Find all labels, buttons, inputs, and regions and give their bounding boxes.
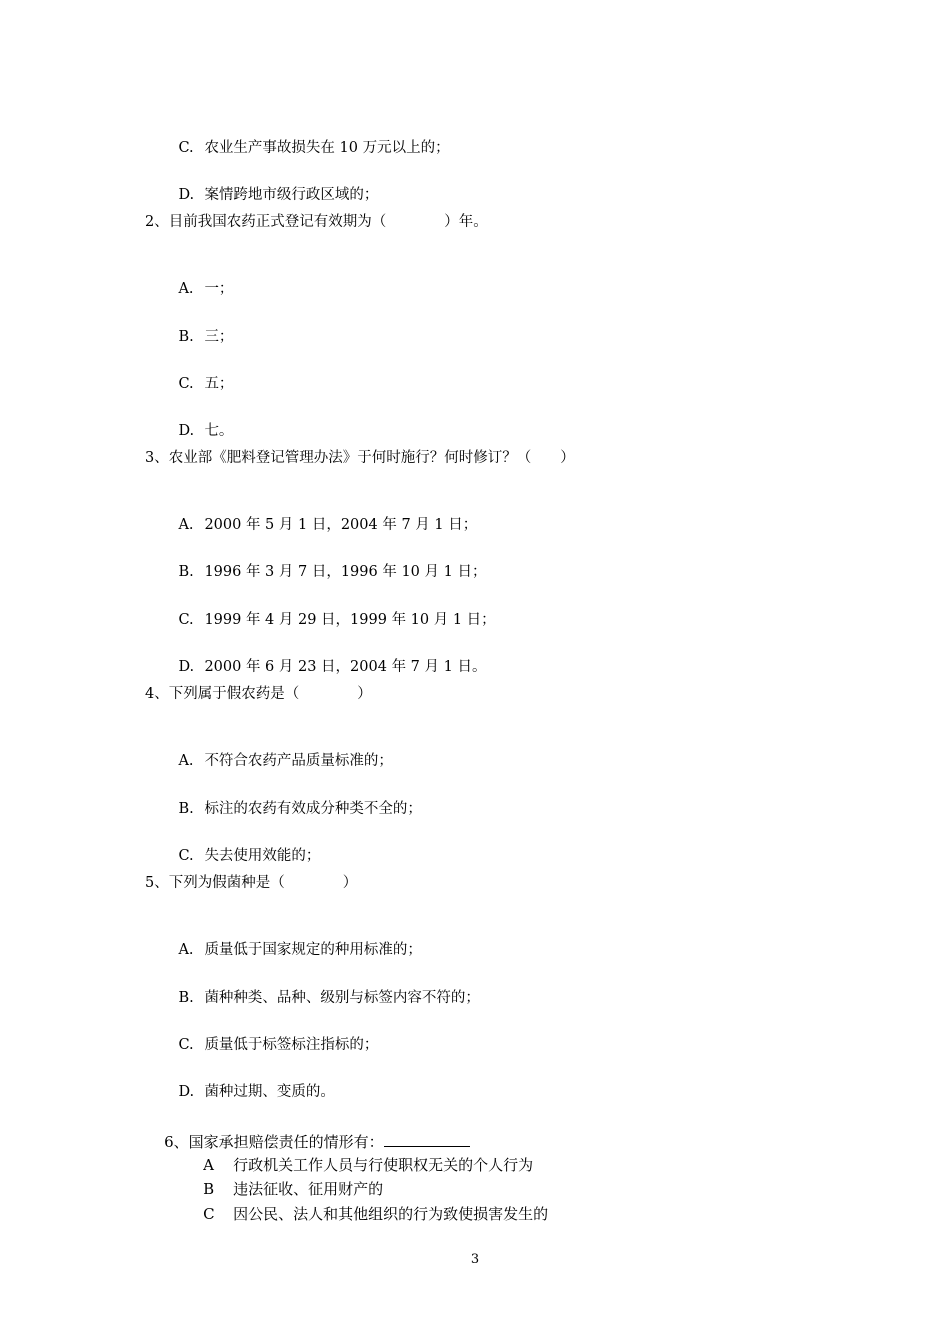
option-label: D. bbox=[178, 187, 195, 203]
option-text: 一； bbox=[204, 281, 234, 297]
option-text: 2000 年 6 月 23 日，2004 年 7 月 1 日。 bbox=[204, 659, 487, 675]
option-text: 七。 bbox=[204, 423, 234, 439]
option-label: C. bbox=[178, 376, 194, 392]
option-text: 1996 年 3 月 7 日，1996 年 10 月 1 日； bbox=[204, 564, 487, 580]
option-label: B bbox=[203, 1180, 215, 1198]
option-label: B. bbox=[178, 990, 194, 1006]
option-label: B. bbox=[178, 801, 194, 817]
option-text: 农业生产事故损失在 10 万元以上的； bbox=[204, 140, 450, 156]
option-label: A. bbox=[178, 281, 194, 297]
option-text: 不符合农药产品质量标准的； bbox=[204, 753, 393, 769]
option-label: C. bbox=[178, 848, 194, 864]
option-text: 三； bbox=[204, 329, 234, 345]
option-text: 标注的农药有效成分种类不全的； bbox=[204, 801, 422, 817]
option-label: A bbox=[203, 1156, 214, 1174]
option-label: D. bbox=[178, 659, 195, 675]
option-text: 质量低于标签标注指标的； bbox=[204, 1037, 379, 1053]
option-text: 菌种种类、品种、级别与标签内容不符的； bbox=[204, 990, 480, 1006]
question-4: 4、下列属于假农药是（ ） bbox=[145, 686, 372, 702]
question-3: 3、农业部《肥料登记管理办法》于何时施行？何时修订？（ ） bbox=[145, 450, 575, 466]
option-text: 因公民、法人和其他组织的行为致使损害发生的 bbox=[233, 1205, 549, 1223]
option-text: 1999 年 4 月 29 日，1999 年 10 月 1 日； bbox=[204, 612, 496, 628]
option-label: A. bbox=[178, 942, 194, 958]
option-label: B. bbox=[178, 564, 194, 580]
option-label: D. bbox=[178, 423, 195, 439]
option-text: 行政机关工作人员与行使职权无关的个人行为 bbox=[233, 1156, 534, 1174]
option-text: 质量低于国家规定的种用标准的； bbox=[204, 942, 422, 958]
option-label: A. bbox=[178, 753, 194, 769]
option-text: 失去使用效能的； bbox=[204, 848, 321, 864]
option-label: C bbox=[203, 1205, 215, 1223]
option-text: 五； bbox=[204, 376, 234, 392]
question-6-option-c bbox=[184, 1184, 548, 1244]
option-text: 菌种过期、变质的。 bbox=[204, 1084, 335, 1100]
option-text: 违法征收、征用财产的 bbox=[233, 1180, 384, 1198]
option-label: C. bbox=[178, 612, 194, 628]
option-label: D. bbox=[178, 1084, 195, 1100]
option-text: 案情跨地市级行政区域的； bbox=[204, 187, 379, 203]
question-6-text: 6、国家承担赔偿责任的情形有： bbox=[164, 1133, 384, 1151]
option-text: 2000 年 5 月 1 日，2004 年 7 月 1 日； bbox=[204, 517, 478, 533]
option-label: C. bbox=[178, 1037, 194, 1053]
option-label: B. bbox=[178, 329, 194, 345]
option-label: A. bbox=[178, 517, 194, 533]
option-label: C. bbox=[178, 140, 194, 156]
question-5: 5、下列为假菌种是（ ） bbox=[145, 875, 358, 891]
question-2: 2、目前我国农药正式登记有效期为（ ）年。 bbox=[145, 214, 488, 230]
page-number: 3 bbox=[470, 1252, 480, 1267]
